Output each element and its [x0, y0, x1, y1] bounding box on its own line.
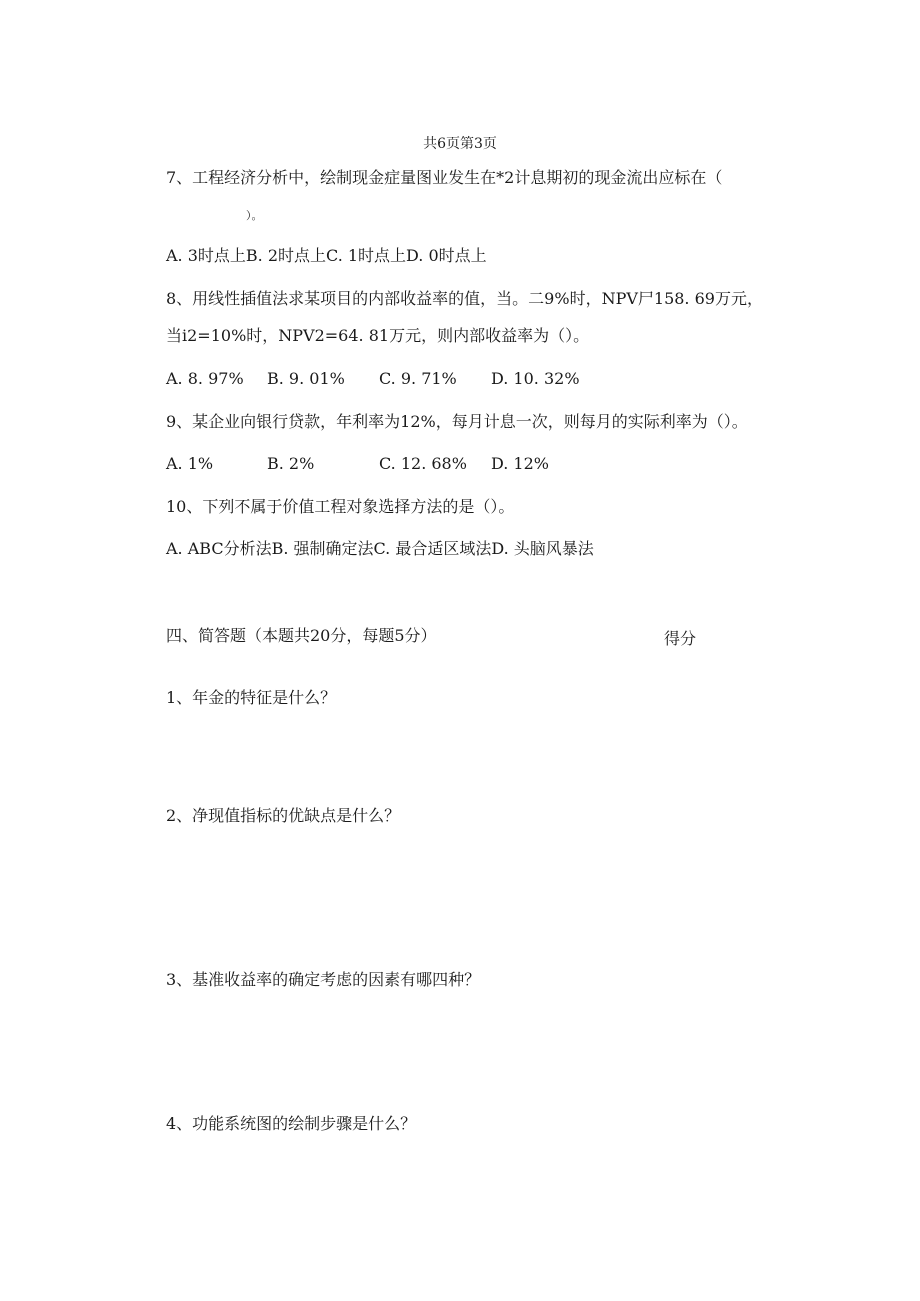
short-answer-2: 2、净现值指标的优缺点是什么？ — [166, 806, 401, 825]
question-9-options — [166, 454, 549, 474]
question-8-stem: 8、用线性插值法求某项目的内部收益率的值，当。二9%时，NPV尸158. 69万元， — [166, 289, 763, 308]
short-answer-1: 1、年金的特征是什么？ — [166, 688, 337, 707]
score-label: 得分 — [664, 629, 697, 648]
question-10-options: A. ABC分析法B. 强制确定法C. 最合适区域法D. 头脑风暴法 — [166, 539, 594, 558]
option-c: C. 12. 68% — [379, 454, 467, 473]
section-title: 四、简答题（本题共20分，每题5分） — [166, 626, 437, 645]
question-8-options — [166, 369, 580, 389]
option-b: B. 2% — [267, 454, 315, 473]
question-7-stem: 7、工程经济分析中，绘制现金症量图业发生在*2计息期初的现金流出应标在（ — [166, 168, 723, 187]
option-a: A. 8. 97% — [166, 369, 244, 388]
question-9-stem: 9、某企业向银行贷款，年利率为12%，每月计息一次，则每月的实际利率为（）。 — [166, 412, 748, 431]
option-d: D. 12% — [491, 454, 549, 473]
option-b: B. 9. 01% — [267, 369, 345, 388]
option-a: A. 1% — [166, 454, 214, 473]
question-10-stem: 10、下列不属于价值工程对象选择方法的是（）。 — [166, 497, 515, 516]
option-c: C. 9. 71% — [379, 369, 457, 388]
question-7-stem-cont: ）。 — [246, 209, 263, 222]
question-8-stem-cont: 当i2=10%时，NPV2=64. 81万元，则内部收益率为（）。 — [166, 326, 590, 345]
question-7-options: A. 3时点上B. 2时点上C. 1时点上D. 0时点上 — [166, 246, 487, 265]
short-answer-3: 3、基准收益率的确定考虑的因素有哪四种？ — [166, 970, 481, 989]
page-header: 共6页第3页 — [423, 136, 497, 152]
short-answer-4: 4、功能系统图的绘制步骤是什么？ — [166, 1114, 417, 1133]
option-d: D. 10. 32% — [491, 369, 580, 388]
